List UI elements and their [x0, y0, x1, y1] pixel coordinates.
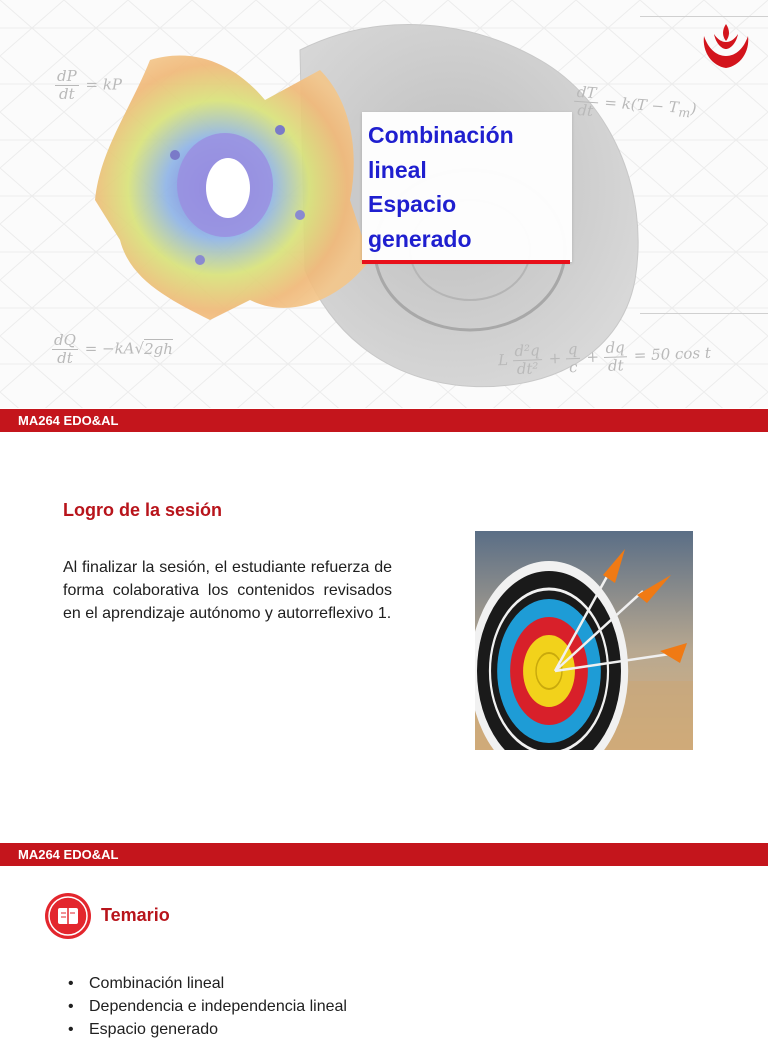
top-rule: [640, 16, 768, 17]
course-bar: [0, 843, 768, 866]
formula-denominator: dt: [607, 356, 624, 375]
formula-numerator: q: [566, 341, 580, 359]
title-line: generado: [368, 225, 472, 252]
target-arrows-image: [475, 531, 693, 750]
formula-rhs: = kP: [85, 75, 123, 94]
formula-subscript: m: [677, 104, 691, 121]
formula-plus: +: [548, 349, 562, 368]
cover-slide: [0, 0, 768, 408]
formula-rhs: = 50 cos t: [633, 343, 712, 365]
title-underline: [362, 260, 570, 264]
course-bar: [0, 409, 768, 432]
title-box: [362, 112, 572, 262]
formula-numerator: dT: [574, 84, 599, 104]
formula-numerator: dq: [603, 339, 627, 358]
list-item: • Espacio generado: [68, 1018, 347, 1041]
title-line: Combinación: [368, 122, 514, 148]
session-goal-heading: Logro de la sesión: [63, 500, 223, 520]
book-icon: [44, 892, 92, 940]
formula-numerator: d²q: [512, 342, 542, 361]
formula-denominator: dt²: [516, 359, 539, 379]
bottom-rule: [640, 313, 768, 314]
formula-rhs: = −kA: [84, 339, 135, 358]
formula-torricelli: [52, 332, 173, 367]
formula-numerator: dP: [57, 67, 77, 85]
list-item: • Combinación lineal: [68, 972, 347, 995]
formula-tail: ): [689, 99, 698, 118]
university-logo-icon: [696, 22, 756, 72]
course-code: MA264 EDO&AL: [18, 413, 119, 428]
title-line: Espacio: [368, 191, 457, 217]
course-code: MA264 EDO&AL: [18, 847, 119, 862]
session-goal-text: Al finalizar la sesión, el estudiante refuerza de forma colaborativa los contenidos revisados en el aprendizaje autónomo y autorreflexivo 1.: [63, 559, 392, 622]
list-item: • Dependencia e independencia lineal: [68, 995, 347, 1018]
formula-numerator: dQ: [54, 331, 76, 349]
session-goal-slide: [0, 432, 768, 842]
formula-rhs: = k(T − T: [603, 93, 680, 117]
formula-circuit: [497, 336, 711, 378]
formula-denominator: c: [568, 357, 578, 377]
formula-denominator: dt: [57, 349, 73, 367]
formula-denominator: dt: [576, 101, 594, 121]
formula-denominator: dt: [59, 85, 75, 103]
cover-title: [368, 118, 514, 256]
temario-slide: [0, 866, 768, 1038]
formula-population: [55, 68, 122, 103]
formula-plus: +: [586, 347, 600, 367]
temario-heading: Temario: [101, 905, 170, 925]
topic-list: [68, 972, 347, 1041]
title-line: lineal: [368, 156, 427, 183]
sqrt-sign: √: [134, 339, 145, 358]
formula-radicand: 2gh: [144, 339, 173, 358]
formula-lead: L: [497, 350, 509, 370]
